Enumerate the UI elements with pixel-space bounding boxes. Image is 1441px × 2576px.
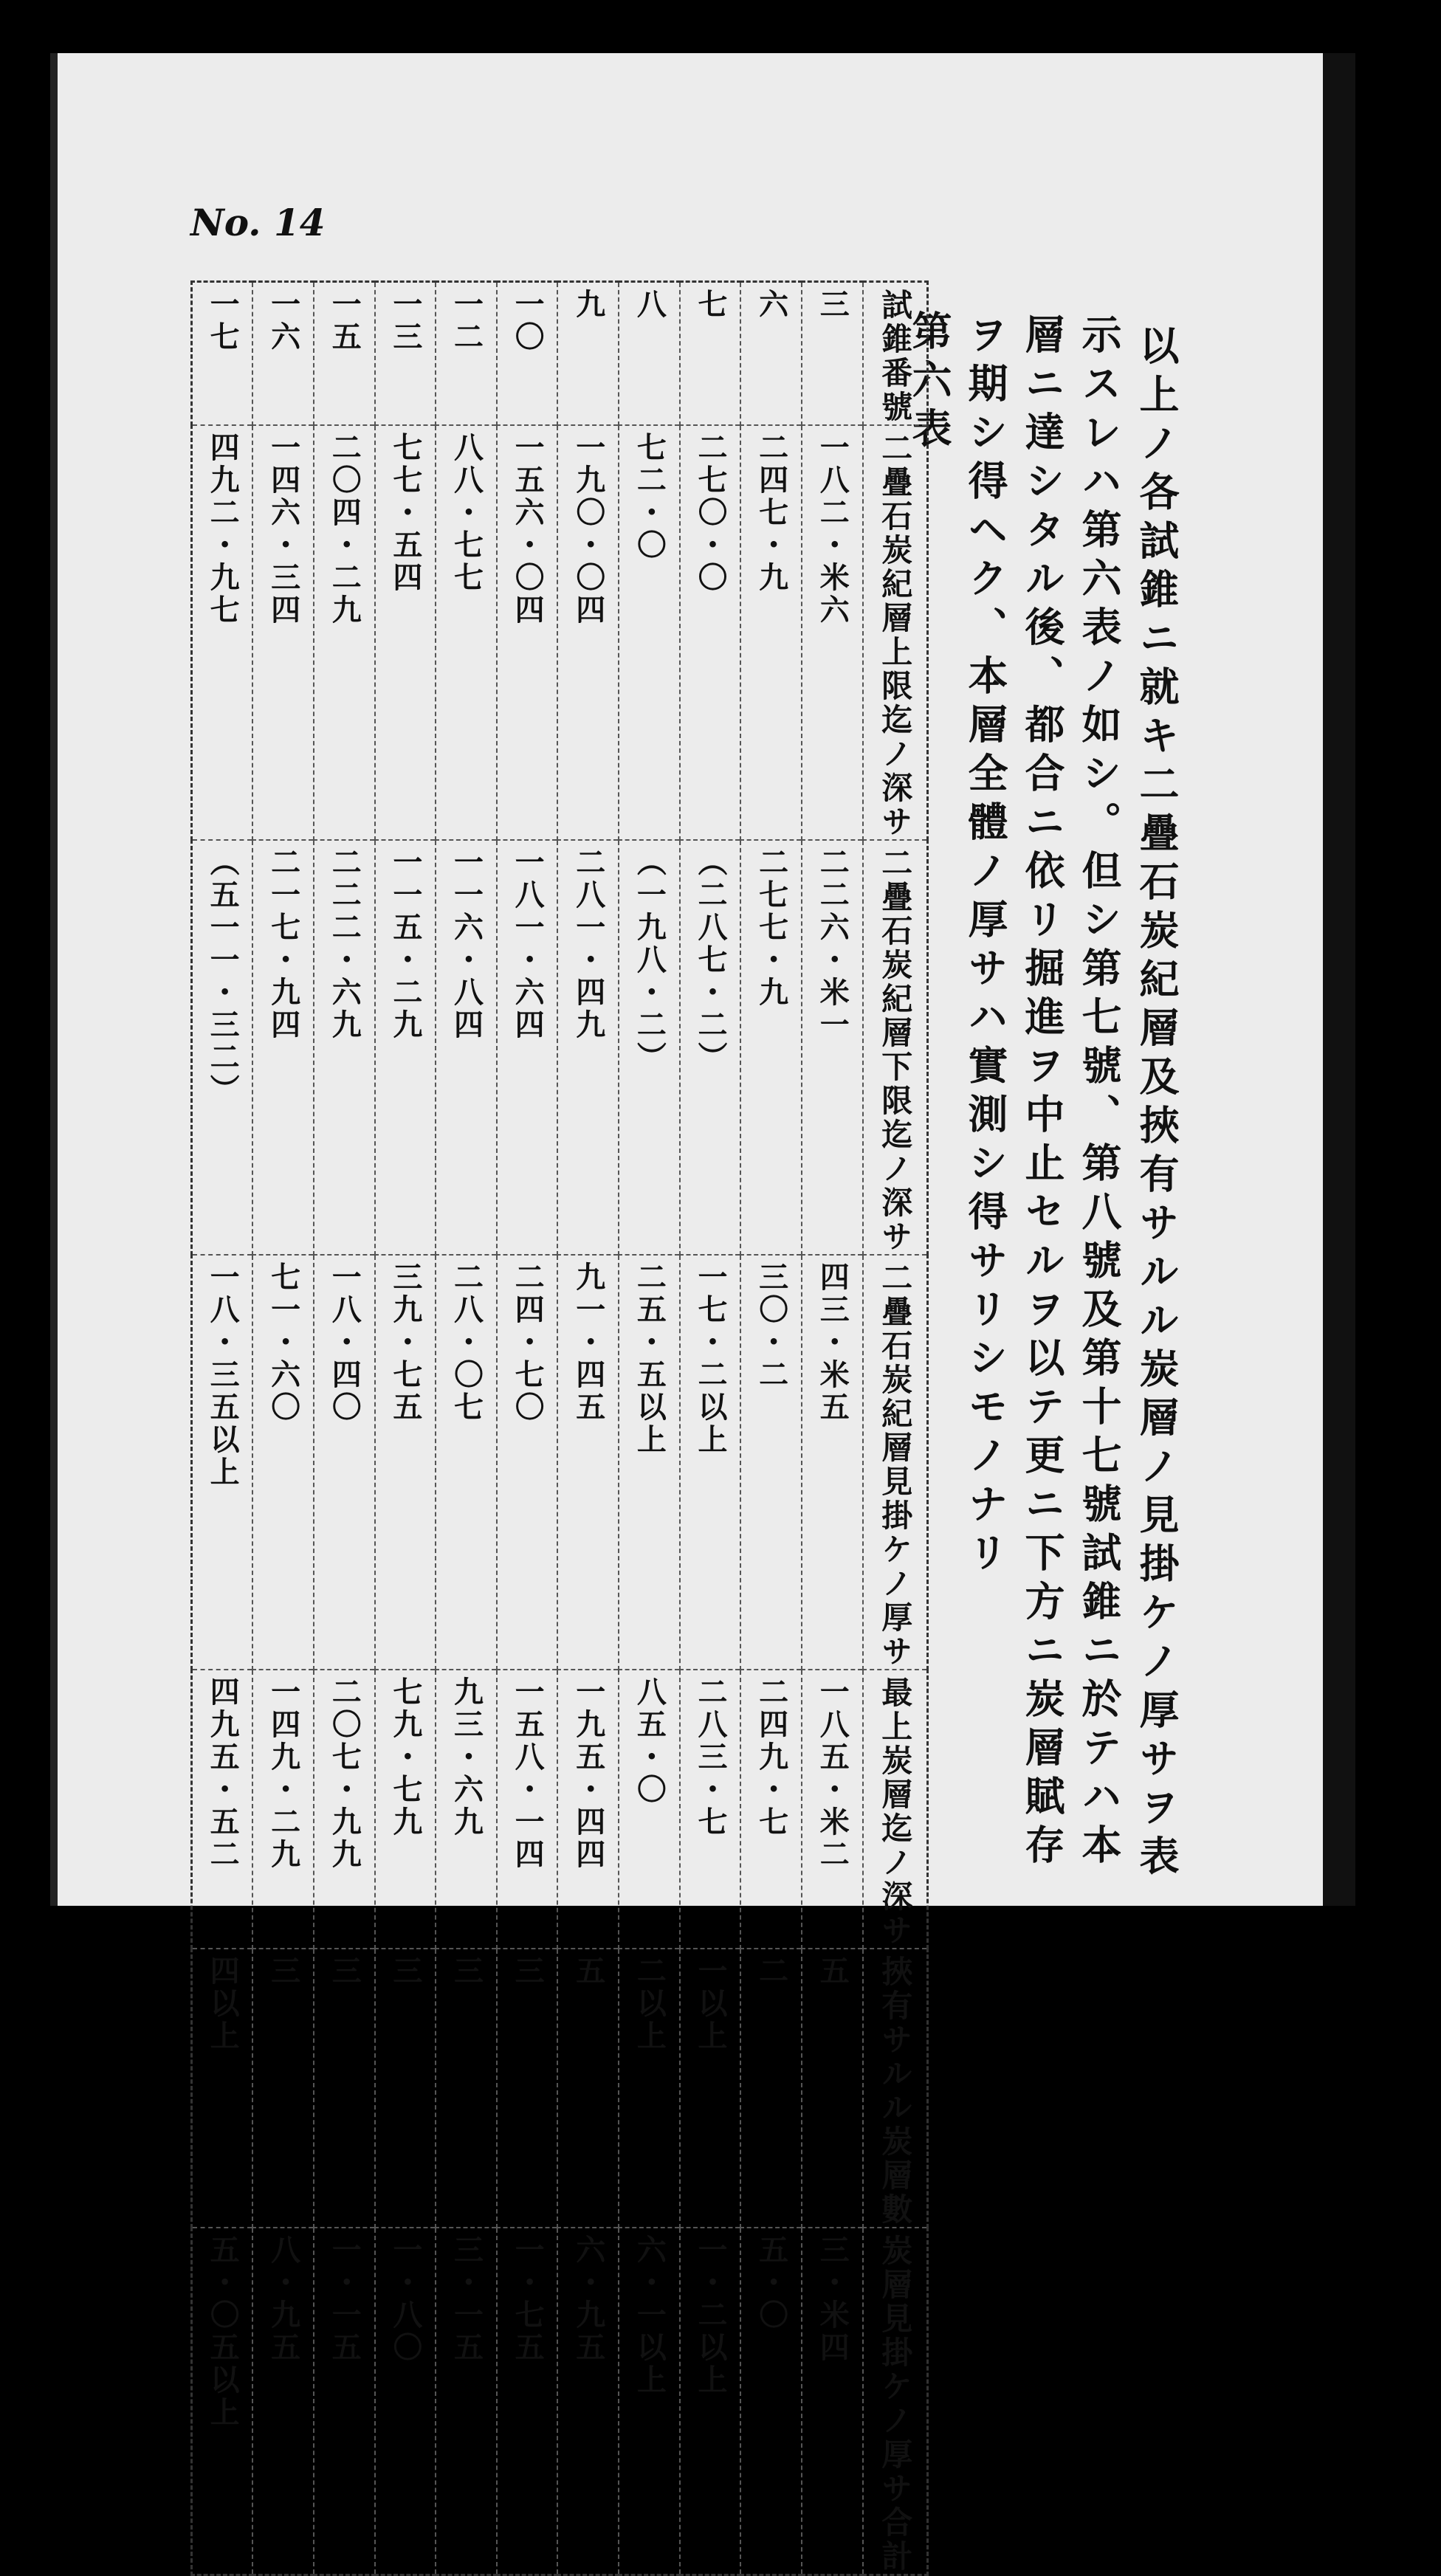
table-cell: 五・〇五以上 bbox=[192, 2228, 253, 2575]
boring-results-table bbox=[190, 280, 929, 2576]
table-cell: 二五・五以上 bbox=[619, 1255, 680, 1670]
table-cell: 一以上 bbox=[680, 1949, 741, 2228]
table-cell: 三九・七五 bbox=[375, 1255, 436, 1670]
table-cell: 一五 bbox=[314, 282, 375, 426]
header-upper-limit-depth: 二疊石炭紀層上限迄ノ深サ bbox=[863, 425, 928, 840]
table-cell: 二 bbox=[740, 1949, 802, 2228]
table-cell: 二二六・米一 bbox=[802, 840, 863, 1255]
table-cell: 三〇・二 bbox=[740, 1255, 802, 1670]
table-cell: 二七七・九 bbox=[740, 840, 802, 1255]
paragraph-line-4: ヲ期シ得ヘク、本層全體ノ厚サハ實測シ得サリシモノナリ bbox=[962, 314, 1009, 1580]
header-lower-limit-depth: 二疊石炭紀層下限迄ノ深サ bbox=[863, 840, 928, 1255]
table-cell: 三・一五 bbox=[436, 2228, 497, 2575]
table-row bbox=[192, 1670, 928, 1949]
table-cell: 二四・七〇 bbox=[497, 1255, 558, 1670]
table-cell: 一・一五 bbox=[314, 2228, 375, 2575]
table-cell: 三 bbox=[497, 1949, 558, 2228]
table-cell: 七 bbox=[680, 282, 741, 426]
table-cell: 一二 bbox=[436, 282, 497, 426]
paragraph-line-1: 以上ノ各試錐ニ就キ二疊石炭紀層及挾有サルル炭層ノ見掛ケノ厚サヲ表 bbox=[1133, 325, 1180, 1884]
table-cell: 三 bbox=[802, 282, 863, 426]
header-total-seam-thickness: 炭層見掛ケノ厚サ合計 bbox=[863, 2228, 928, 2575]
table-row bbox=[192, 425, 928, 840]
table-cell: 八・九五 bbox=[252, 2228, 314, 2575]
table-cell: 一四六・三四 bbox=[252, 425, 314, 840]
table-cell: 二八一・四九 bbox=[557, 840, 619, 1255]
table-cell: 七九・七九 bbox=[375, 1670, 436, 1949]
table-cell: 五 bbox=[802, 1949, 863, 2228]
table-cell: 一五八・一四 bbox=[497, 1670, 558, 1949]
header-top-seam-depth: 最上炭層迄ノ深サ bbox=[863, 1670, 928, 1949]
table-cell: 二一七・九四 bbox=[252, 840, 314, 1255]
header-boring-number: 試錐番號 bbox=[863, 282, 928, 426]
table-cell: 四三・米五 bbox=[802, 1255, 863, 1670]
table-cell: 一九五・四四 bbox=[557, 1670, 619, 1949]
table-cell: 一・八〇 bbox=[375, 2228, 436, 2575]
table-cell: 四九五・五二 bbox=[192, 1670, 253, 1949]
table-row bbox=[192, 282, 928, 426]
table-cell: 一〇 bbox=[497, 282, 558, 426]
table-cell: 九 bbox=[557, 282, 619, 426]
table-cell: （一九八・二） bbox=[619, 840, 680, 1255]
header-seam-count: 挾有サルル炭層數 bbox=[863, 1949, 928, 2228]
table-cell: 一・二以上 bbox=[680, 2228, 741, 2575]
table-cell: 一七 bbox=[192, 282, 253, 426]
table-cell: 三 bbox=[375, 1949, 436, 2228]
table-cell: 六・九五 bbox=[557, 2228, 619, 2575]
table-row bbox=[192, 1255, 928, 1670]
table-cell: 一八二・米六 bbox=[802, 425, 863, 840]
table-row bbox=[192, 2228, 928, 2575]
header-apparent-thickness: 二疊石炭紀層見掛ケノ厚サ bbox=[863, 1255, 928, 1670]
table-cell: 二八三・七 bbox=[680, 1670, 741, 1949]
table-cell: 一八一・六四 bbox=[497, 840, 558, 1255]
table-cell: （二八七・二） bbox=[680, 840, 741, 1255]
table-cell: 一八・四〇 bbox=[314, 1255, 375, 1670]
table-cell: 四九二・九七 bbox=[192, 425, 253, 840]
table-cell: 二以上 bbox=[619, 1949, 680, 2228]
table-cell: 九三・六九 bbox=[436, 1670, 497, 1949]
table-cell: 七七・五四 bbox=[375, 425, 436, 840]
table-cell: 一一五・二九 bbox=[375, 840, 436, 1255]
table-cell: 一八・三五以上 bbox=[192, 1255, 253, 1670]
table-cell: 七一・六〇 bbox=[252, 1255, 314, 1670]
table-cell: 二二二・六九 bbox=[314, 840, 375, 1255]
table-cell: 三 bbox=[252, 1949, 314, 2228]
table-cell: 三 bbox=[436, 1949, 497, 2228]
table-cell: 一九〇・〇四 bbox=[557, 425, 619, 840]
table-cell: 六 bbox=[740, 282, 802, 426]
paragraph-line-2: 示スレハ第六表ノ如シ。但シ第七號、第八號及第十七號試錐ニ於テハ本 bbox=[1076, 314, 1123, 1873]
table-cell: 二四九・七 bbox=[740, 1670, 802, 1949]
table-cell: 二〇四・二九 bbox=[314, 425, 375, 840]
table-cell: 一三 bbox=[375, 282, 436, 426]
table-cell: 二八・〇七 bbox=[436, 1255, 497, 1670]
table-cell: 一八五・米二 bbox=[802, 1670, 863, 1949]
page-number: No. 14 bbox=[190, 201, 326, 244]
table-cell: 八八・七七 bbox=[436, 425, 497, 840]
table-cell: 一五六・〇四 bbox=[497, 425, 558, 840]
table-cell: 五・〇 bbox=[740, 2228, 802, 2575]
table-cell: 一七・二以上 bbox=[680, 1255, 741, 1670]
table-cell: （五一一・三二） bbox=[192, 840, 253, 1255]
table-cell: 一四九・二九 bbox=[252, 1670, 314, 1949]
table-cell: 八 bbox=[619, 282, 680, 426]
table-cell: 一一六・八四 bbox=[436, 840, 497, 1255]
table-cell: 九一・四五 bbox=[557, 1255, 619, 1670]
table-cell: 二四七・九 bbox=[740, 425, 802, 840]
binding-edge bbox=[1323, 53, 1355, 1906]
page-left-shadow bbox=[50, 53, 58, 1906]
table-cell: 一・七五 bbox=[497, 2228, 558, 2575]
table-row bbox=[192, 840, 928, 1255]
table-cell: 八五・〇 bbox=[619, 1670, 680, 1949]
table-cell: 五 bbox=[557, 1949, 619, 2228]
paragraph-line-3: 層ニ達シタル後、都合ニ依リ掘進ヲ中止セルヲ以テ更ニ下方ニ炭層賦存 bbox=[1019, 314, 1066, 1873]
table-cell: 二七〇・〇 bbox=[680, 425, 741, 840]
table-caption: 第六表 bbox=[906, 310, 953, 456]
table-cell: 二〇七・九九 bbox=[314, 1670, 375, 1949]
table-row bbox=[192, 1949, 928, 2228]
table-cell: 七二・〇 bbox=[619, 425, 680, 840]
table-cell: 三・米四 bbox=[802, 2228, 863, 2575]
table-cell: 六・一以上 bbox=[619, 2228, 680, 2575]
table-cell: 四以上 bbox=[192, 1949, 253, 2228]
table-cell: 三 bbox=[314, 1949, 375, 2228]
table-cell: 一六 bbox=[252, 282, 314, 426]
